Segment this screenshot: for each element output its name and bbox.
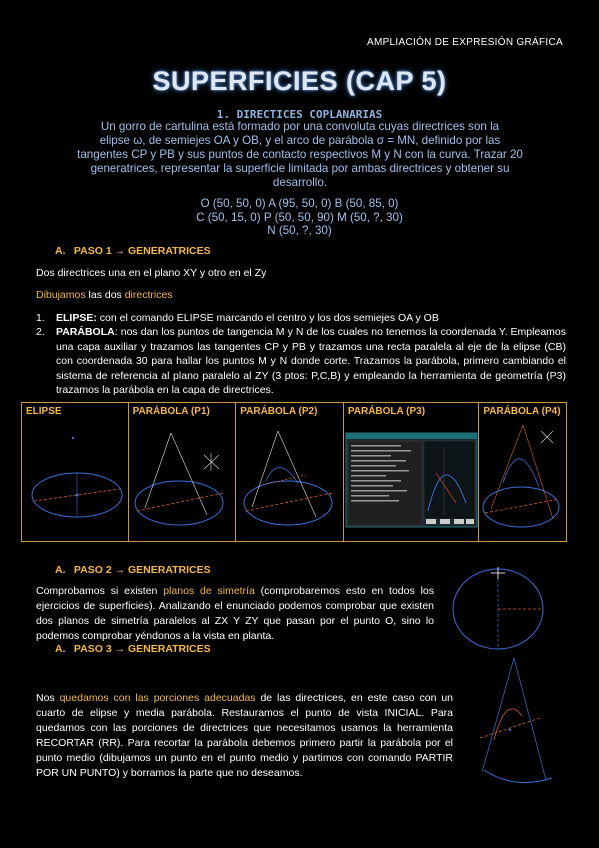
step-letter: A. <box>55 245 66 257</box>
statement-line: generatrices, representar la superficie limitada por ambas directrices y obtener su <box>90 162 510 175</box>
step-3-heading <box>55 643 211 655</box>
ellipse-figure <box>22 403 128 541</box>
list-term: PARÁBOLA <box>56 326 115 339</box>
list-item <box>36 311 566 325</box>
coordinates-line: N (50, ?, 30) <box>267 224 332 237</box>
step-letter: A. <box>55 564 66 576</box>
figure-panels <box>21 402 567 542</box>
paragraph-text: de las directrices, en este caso con un cuarto de elipse y media parábola. Restauramos el punto de vista INICIAL. Para quedamos con las porciones de directrices que necesitamos usamos la herramienta RECORTAR (RR). Para recortar la parábola debemos primero partir la parábola por el punto medio (dibujamos un punto en el punto medio y partimos con comando PARTIR POR UN PUNTO) y borramos la parte que no deseamos. <box>36 692 453 779</box>
highlight-text: planos de simetría <box>163 585 255 597</box>
statement-line: desarrollo. <box>272 176 328 189</box>
step-2-heading <box>55 564 211 576</box>
plan-view-figure <box>448 565 566 653</box>
paragraph-porciones <box>36 691 453 781</box>
list-text: : nos dan los puntos de tangencia M y N de los cuales no tenemos la coordenada Y. Empleamos una capa auxiliar y trazamos las tangentes CP y PB y trazamos una recta paralela al eje de la elipse (CB) con coordenada 30 para hallar los puntos M y N donde corte. Trazamos la parábola, primero cambiando el sistema de referencia al plano paralelo al ZY (3 ptos: P,C,B) y empleando la herramienta de geometría (P3) trazamos la parábola en la capa de directrices. <box>56 326 566 397</box>
list-term: ELIPSE: <box>56 312 97 324</box>
problem-statement <box>55 120 545 190</box>
panel-parabola-p4 <box>479 403 566 541</box>
paragraph-dibujamos <box>36 288 173 303</box>
paragraph-text: Comprobamos si existen <box>36 585 164 597</box>
panel-title: PARÁBOLA (P2) <box>240 406 318 417</box>
step-letter: A. <box>55 643 66 655</box>
coordinates-line: C (50, 15, 0) P (50, 50, 90) M (50, ?, 30) <box>196 210 403 224</box>
steps-list <box>36 311 566 397</box>
panel-parabola-p3 <box>344 403 480 541</box>
parabola-p4-figure <box>479 403 566 541</box>
step-label: PASO 1 → GENERATRICES <box>73 245 211 257</box>
parabola-p2-figure <box>236 403 343 541</box>
highlight-text: directrices <box>124 289 173 301</box>
list-number: 2. <box>36 326 45 339</box>
section-title: 1. DIRECTICES COPLANARIAS <box>216 108 383 121</box>
course-header: AMPLIACIÓN DE EXPRESIÓN GRÁFICA <box>366 37 563 48</box>
page-title: SUPERFICIES (CAP 5) <box>152 66 447 96</box>
statement-line: Un gorro de cartulina está formado por una convoluta cuyas directrices son la <box>100 120 500 133</box>
paragraph-directrices: Dos directrices una en el plano XY y otro en el Zy <box>36 267 267 279</box>
panel-parabola-p2 <box>236 403 344 541</box>
panel-parabola-p1 <box>129 403 237 541</box>
coordinates-line: O (50, 50, 0) A (95, 50, 0) B (50, 85, 0) <box>200 197 399 210</box>
paragraph-text: Nos <box>36 692 60 704</box>
panel-title: PARÁBOLA (P4) <box>483 406 561 417</box>
panel-title: PARÁBOLA (P1) <box>132 406 210 417</box>
highlight-text: Dibujamos <box>36 289 86 301</box>
highlight-text: quedamos con las porciones adecuadas <box>59 692 256 704</box>
coordinates-block <box>0 197 599 238</box>
statement-line: elipse ω, de semiejes OA y OB, y el arco de parábola σ = MN, definido por las <box>99 134 501 147</box>
step-label: PASO 3 → GENERATRICES <box>73 643 211 655</box>
trimmed-directrices-figure <box>470 652 562 790</box>
step-label: PASO 2 → GENERATRICES <box>73 564 211 576</box>
panel-elipse <box>22 403 129 541</box>
parabola-p1-figure <box>129 403 236 541</box>
paragraph-text: las dos <box>85 289 125 301</box>
paragraph-simetria <box>36 584 434 644</box>
list-number: 1. <box>36 312 45 324</box>
parabola-p3-screenshot <box>344 403 479 541</box>
list-item <box>36 325 566 397</box>
statement-line: tangentes CP y PB y sus puntos de contacto respectivos M y N con la curva. Trazar 20 <box>77 148 523 161</box>
panel-title: ELIPSE <box>26 406 62 417</box>
step-1-heading <box>55 245 211 257</box>
panel-title: PARÁBOLA (P3) <box>347 406 426 417</box>
list-text: con el comando ELIPSE marcando el centro y los dos semiejes OA y OB <box>96 312 439 324</box>
paragraph-text: (comprobaremos esto en todos los ejercicios de superficies). Analizando el enunciado podemos comprobar que existen dos planos de simetría paralelos al ZX Y ZY que pasan por el punto O, sino lo podemos comprobar yéndonos a la vista en planta. <box>36 585 434 642</box>
